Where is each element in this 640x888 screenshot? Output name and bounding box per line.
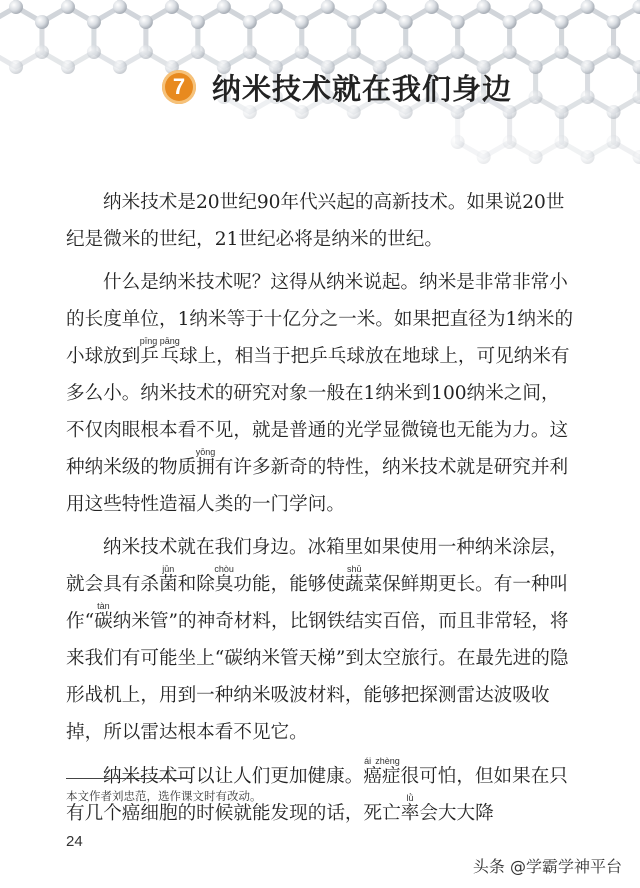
- lattice-atom: [295, 15, 309, 29]
- pinyin-chou: chòu: [214, 564, 234, 574]
- lattice-atom: [399, 15, 413, 29]
- page-number: 24: [66, 833, 83, 850]
- lesson-body: [66, 184, 576, 838]
- lattice-atom: [295, 45, 309, 59]
- lattice-atom: [373, 0, 387, 14]
- lattice-atom: [451, 135, 465, 149]
- lattice-atom: [555, 135, 569, 149]
- lattice-atom: [269, 0, 283, 14]
- lattice-atom: [503, 45, 517, 59]
- lesson-number-badge: 7: [162, 70, 196, 104]
- lattice-atom: [581, 150, 595, 164]
- lattice-atom: [555, 15, 569, 29]
- lattice-atom: [139, 45, 153, 59]
- lattice-bond: [0, 7, 42, 67]
- lattice-bond: [94, 7, 146, 67]
- lattice-atom: [477, 150, 491, 164]
- lattice-atom: [581, 0, 595, 14]
- lattice-atom: [529, 150, 543, 164]
- lattice-atom: [347, 15, 361, 29]
- lattice-atom: [607, 45, 621, 59]
- watermark: 头条 @学霸学神平台: [472, 857, 622, 876]
- lattice-atom: [451, 45, 465, 59]
- lattice-atom: [607, 15, 621, 29]
- lattice-atom: [87, 45, 101, 59]
- pinyin-shu: shū: [344, 564, 364, 574]
- lattice-atom: [35, 15, 49, 29]
- lattice-atom: [399, 45, 413, 59]
- pinyin-jun: jūn: [158, 564, 178, 574]
- pinyin-pingpang: pīng pāng: [139, 336, 180, 346]
- lattice-atom: [607, 105, 621, 119]
- lattice-atom: [87, 15, 101, 29]
- lattice-atom: [347, 45, 361, 59]
- lattice-atom: [191, 15, 205, 29]
- lattice-atom: [61, 60, 75, 74]
- lattice-atom: [529, 90, 543, 104]
- footnote: 本文作者刘忠范，选作课文时有改动。: [66, 789, 262, 803]
- lattice-atom: [529, 0, 543, 14]
- lattice-atom: [217, 0, 231, 14]
- pinyin-tan: tàn: [94, 601, 113, 611]
- lesson-title-text: 纳米技术就在我们身边: [212, 71, 513, 106]
- lattice-atom: [113, 0, 127, 14]
- paragraph-3: 纳米技术就在我们身边。冰箱里如果使用一种纳米涂层，就会具有杀菌jūn和除臭chòu功能，能够使蔬shū菜保鲜期更长。有一种叫作“碳tàn纳米管”的神奇材料，比钢铁结实百倍，而且非常轻，将来我们有可能坐上“碳纳米管天梯”到太空旅行。在最先进的隐形战机上，用到一种纳米吸波材料，能够把探测雷达波吸收掉，所以雷达根本看不见它。: [66, 537, 569, 743]
- lattice-atom: [581, 60, 595, 74]
- lattice-atom: [555, 45, 569, 59]
- lattice-atom: [425, 0, 439, 14]
- lattice-bond: [562, 97, 614, 157]
- lattice-atom: [321, 0, 335, 14]
- lattice-atom: [61, 0, 75, 14]
- lattice-atom: [477, 0, 491, 14]
- lattice-atom: [503, 135, 517, 149]
- paragraph-4: 纳米技术可以让人们更加健康。癌症ái zhèng很可怕，但如果在只有几个癌细胞的时候就能发现的话，死亡率lǜ会大大降: [66, 756, 568, 824]
- lattice-atom: [113, 60, 127, 74]
- lattice-atom: [451, 15, 465, 29]
- lattice-atom: [243, 45, 257, 59]
- lattice-bond: [146, 7, 198, 67]
- lattice-atom: [529, 60, 543, 74]
- lattice-atom: [503, 15, 517, 29]
- lattice-bond: [614, 97, 640, 157]
- lattice-atom: [9, 0, 23, 14]
- lattice-atom: [35, 45, 49, 59]
- lattice-atom: [165, 0, 179, 14]
- lattice-atom: [9, 60, 23, 74]
- lattice-atom: [139, 15, 153, 29]
- lattice-atom: [243, 15, 257, 29]
- paragraph-1: 纳米技术是20世纪90年代兴起的高新技术。如果说20世纪是微米的世纪，21世纪必将是纳米的世纪。: [66, 192, 565, 250]
- lattice-bond: [510, 97, 562, 157]
- pinyin-yong: yōng: [195, 447, 216, 457]
- footnote-divider: [66, 778, 192, 779]
- pinyin-aizheng: ái zhèng: [363, 756, 401, 766]
- lattice-atom: [581, 90, 595, 104]
- lesson-title: [162, 62, 512, 112]
- paragraph-2: 什么是纳米技术呢？这得从纳米说起。纳米是非常非常小的长度单位，1纳米等于十亿分之一米。如果把直径为1纳米的小球放到乒乓pīng pāng球上，相当于把乒乓球放在地球上，可见纳米有多么小。纳米技术的研究对象一般在1纳米到100纳米之间，不仅肉眼根本看不见，就是普通的光学显微镜也无能为力。这种纳米级的物质拥yōng有许多新奇的特性，纳米技术就是研究并利用这些特性造福人类的一门学问。: [66, 272, 574, 515]
- lattice-bond: [42, 7, 94, 67]
- lattice-atom: [607, 135, 621, 149]
- lattice-atom: [191, 45, 205, 59]
- lattice-atom: [555, 105, 569, 119]
- pinyin-lv: lǜ: [400, 793, 420, 803]
